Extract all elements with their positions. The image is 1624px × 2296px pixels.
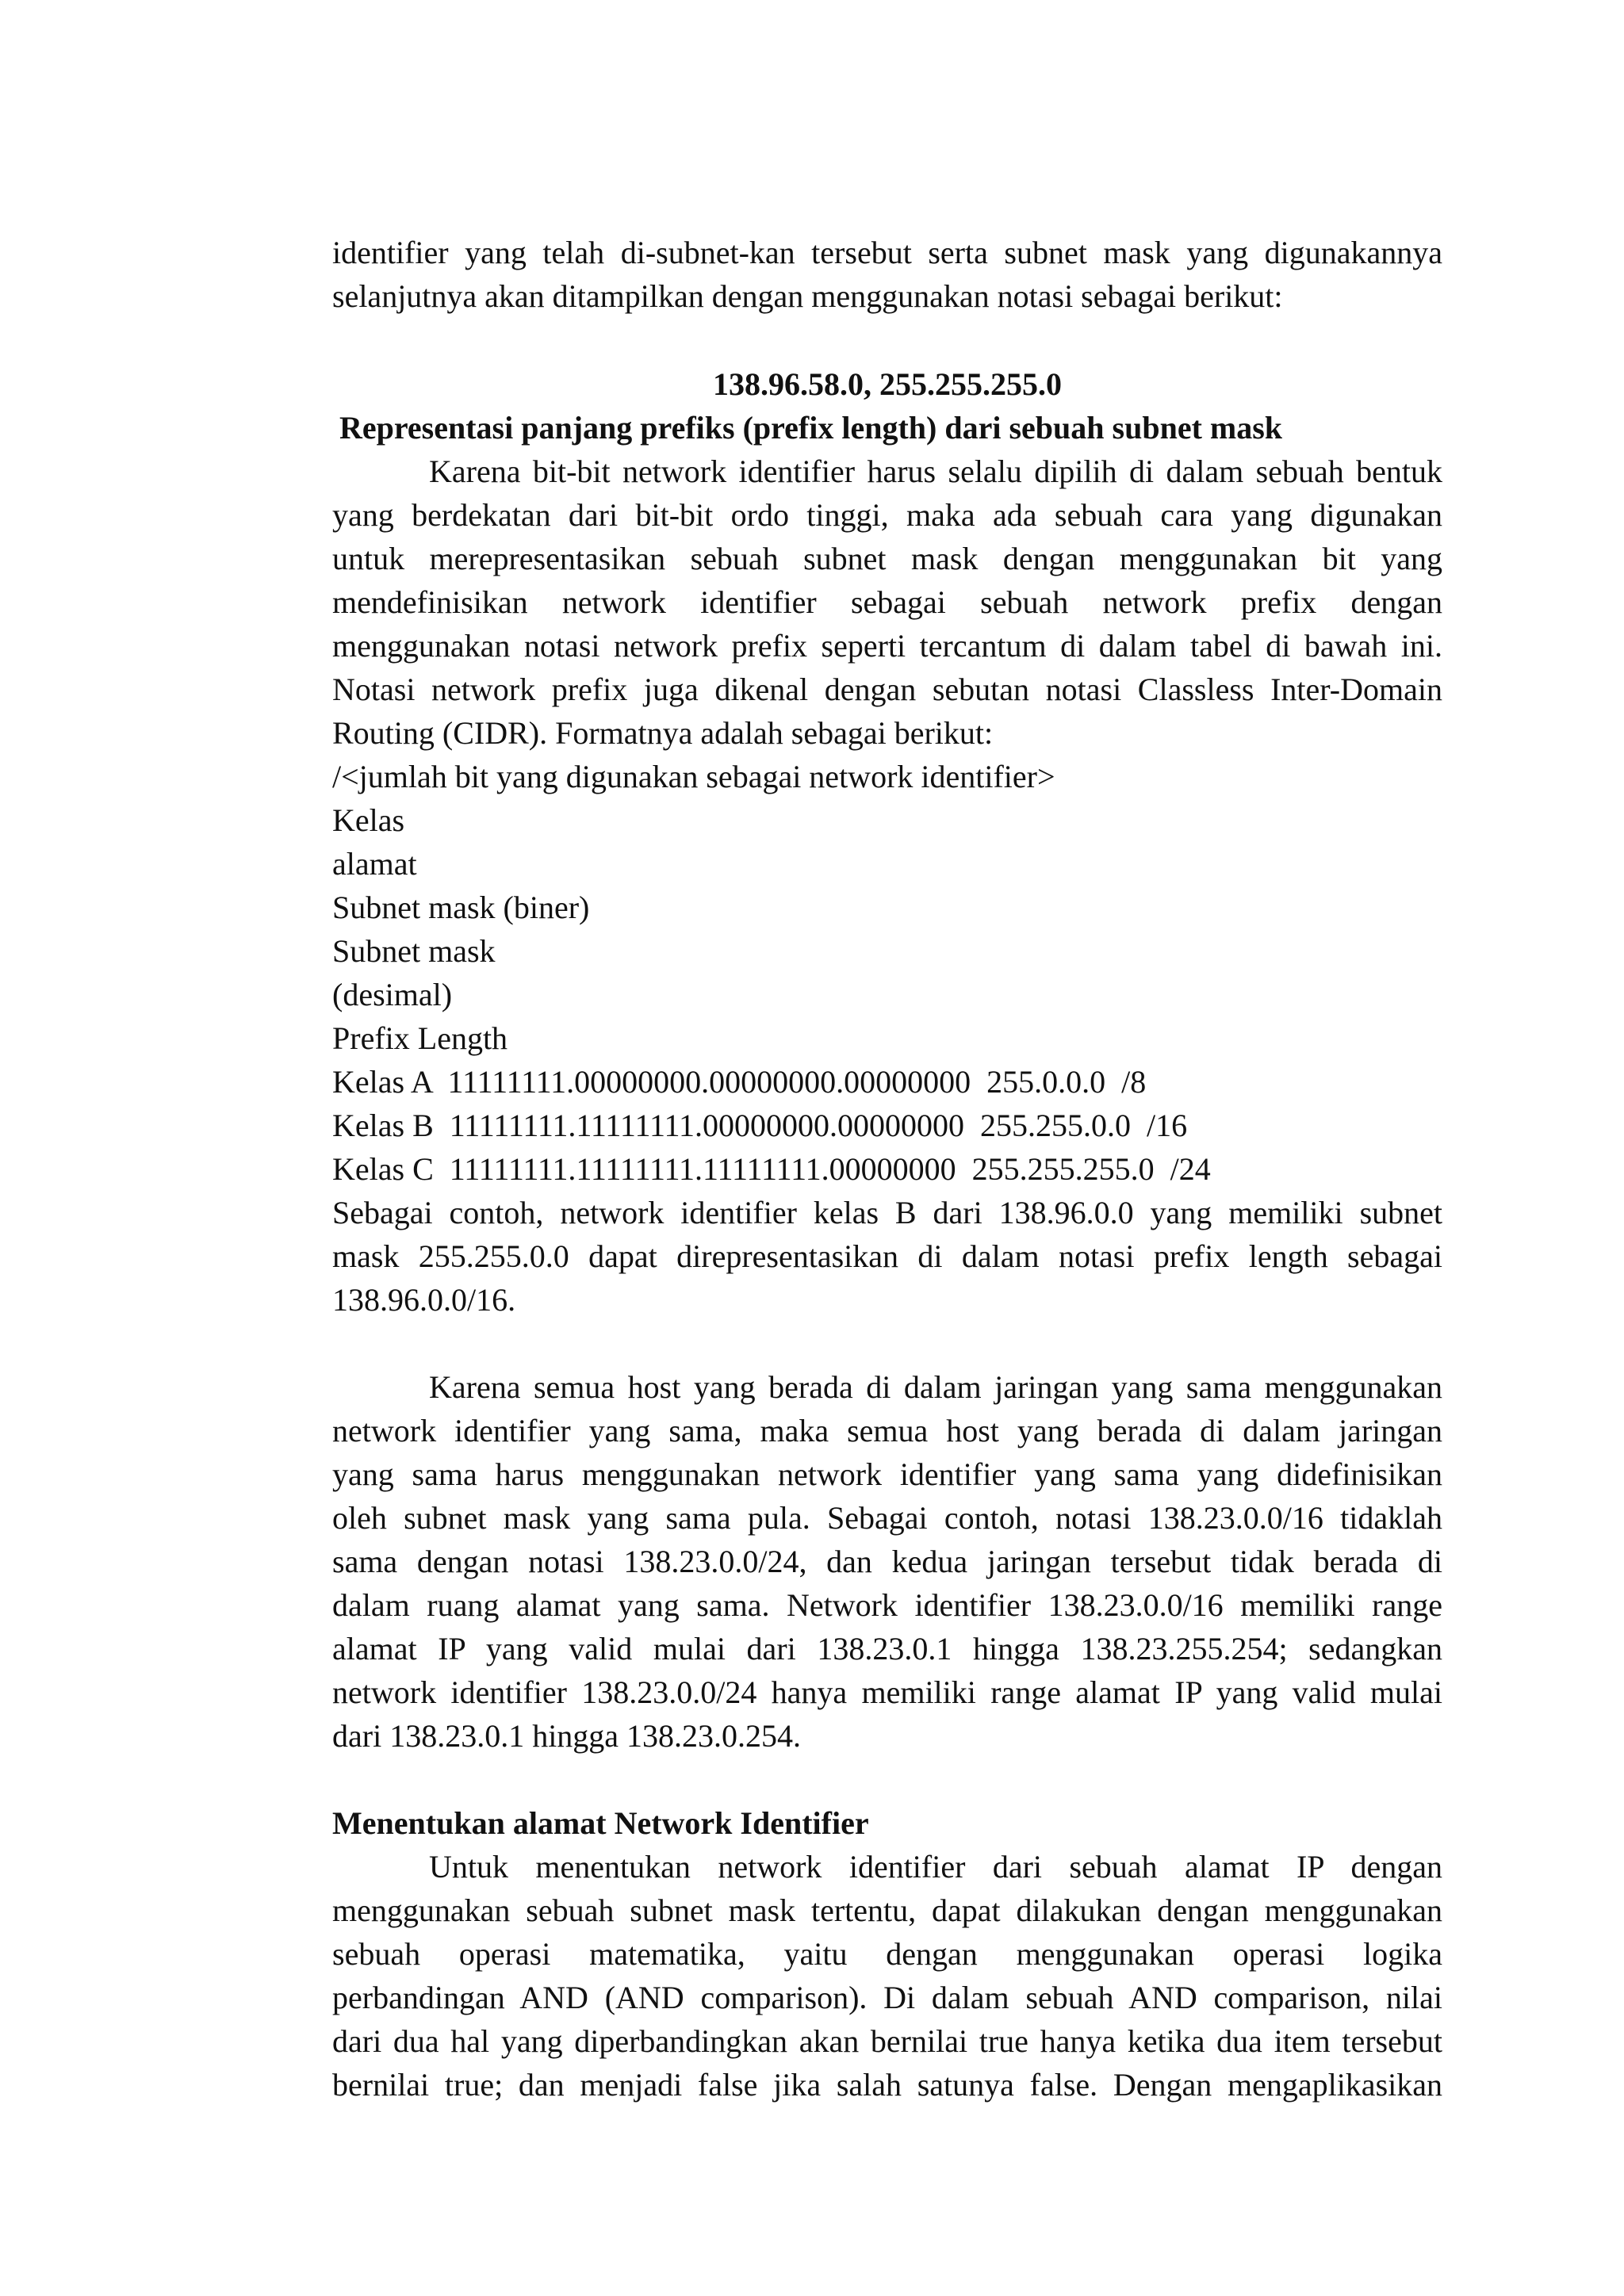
paragraph-4-line-2: network identifier yang sama, maka semua host yang berada di dalam jaringan bbox=[332, 1413, 1442, 1448]
paragraph-2-line-5: menggunakan notasi network prefix seperti tercantum di dalam tabel di bawah ini. bbox=[332, 628, 1442, 664]
paragraph-4-line-4: oleh subnet mask yang sama pula. Sebagai contoh, notasi 138.23.0.0/16 tidaklah bbox=[332, 1500, 1442, 1536]
paragraph-3-line-3: 138.96.0.0/16. bbox=[332, 1282, 516, 1318]
table-header-alamat: alamat bbox=[332, 846, 417, 882]
paragraph-1-line-1: identifier yang telah di-subnet-kan tersebut serta subnet mask yang digunakannya bbox=[332, 235, 1442, 270]
paragraph-4-line-5: sama dengan notasi 138.23.0.0/24, dan kedua jaringan tersebut tidak berada di bbox=[332, 1544, 1442, 1579]
table-row bbox=[332, 1104, 1187, 1147]
table-cell-kelas: Kelas C bbox=[332, 1151, 434, 1187]
table-cell-kelas: Kelas B bbox=[332, 1108, 434, 1143]
table-cell-prefix: /8 bbox=[1121, 1064, 1147, 1100]
table-cell-desimal: 255.255.0.0 bbox=[979, 1108, 1131, 1143]
paragraph-2-line-1: Karena bit-bit network identifier harus selalu dipilih di dalam sebuah bentuk bbox=[429, 453, 1442, 489]
table-header-prefix-length: Prefix Length bbox=[332, 1020, 508, 1056]
paragraph-5-line-6: bernilai true; dan menjadi false jika salah satunya false. Dengan mengaplikasikan bbox=[332, 2067, 1442, 2103]
paragraph-5-line-4: perbandingan AND (AND comparison). Di dalam sebuah AND comparison, nilai bbox=[332, 1980, 1442, 2015]
table-cell-desimal: 255.0.0.0 bbox=[986, 1064, 1106, 1100]
table-cell-biner: 11111111.00000000.00000000.00000000 bbox=[447, 1064, 971, 1100]
paragraph-2-line-6: Notasi network prefix juga dikenal dengan sebutan notasi Classless Inter-Domain bbox=[332, 672, 1442, 707]
heading-prefix-length: Representasi panjang prefiks (prefix length) dari sebuah subnet mask bbox=[339, 410, 1283, 446]
notation-example: 138.96.58.0, 255.255.255.0 bbox=[713, 366, 1062, 402]
format-line: /<jumlah bit yang digunakan sebagai network identifier> bbox=[332, 759, 1055, 794]
table-cell-biner: 11111111.11111111.00000000.00000000 bbox=[449, 1108, 964, 1143]
paragraph-5-line-5: dari dua hal yang diperbandingkan akan bernilai true hanya ketika dua item tersebut bbox=[332, 2023, 1442, 2059]
heading-network-identifier: Menentukan alamat Network Identifier bbox=[332, 1805, 869, 1841]
paragraph-2-line-7: Routing (CIDR). Formatnya adalah sebagai berikut: bbox=[332, 715, 994, 751]
paragraph-2-line-2: yang berdekatan dari bit-bit ordo tinggi, maka ada sebuah cara yang digunakan bbox=[332, 497, 1442, 533]
table-row bbox=[332, 1060, 1146, 1104]
paragraph-3-line-1: Sebagai contoh, network identifier kelas B dari 138.96.0.0 yang memiliki subnet bbox=[332, 1195, 1442, 1230]
paragraph-4-line-9: dari 138.23.0.1 hingga 138.23.0.254. bbox=[332, 1718, 802, 1754]
paragraph-4-line-8: network identifier 138.23.0.0/24 hanya memiliki range alamat IP yang valid mulai bbox=[332, 1674, 1442, 1710]
table-header-subnet-mask: Subnet mask bbox=[332, 933, 496, 969]
table-cell-prefix: /24 bbox=[1170, 1151, 1211, 1187]
paragraph-5-line-2: menggunakan sebuah subnet mask tertentu, dapat dilakukan dengan menggunakan bbox=[332, 1892, 1442, 1928]
paragraph-2-line-3: untuk merepresentasikan sebuah subnet mask dengan menggunakan bit yang bbox=[332, 541, 1442, 576]
table-header-kelas: Kelas bbox=[332, 802, 405, 838]
table-header-desimal: (desimal) bbox=[332, 977, 453, 1012]
paragraph-3-line-2: mask 255.255.0.0 dapat direpresentasikan di dalam notasi prefix length sebagai bbox=[332, 1238, 1442, 1274]
paragraph-1-line-2: selanjutnya akan ditampilkan dengan menggunakan notasi sebagai berikut: bbox=[332, 278, 1283, 314]
table-cell-desimal: 255.255.255.0 bbox=[971, 1151, 1155, 1187]
table-cell-kelas: Kelas A bbox=[332, 1064, 432, 1100]
paragraph-4-line-6: dalam ruang alamat yang sama. Network identifier 138.23.0.0/16 memiliki range bbox=[332, 1587, 1442, 1623]
paragraph-5-line-1: Untuk menentukan network identifier dari sebuah alamat IP dengan bbox=[429, 1849, 1442, 1885]
table-header-subnet-biner: Subnet mask (biner) bbox=[332, 890, 590, 925]
paragraph-4-line-1: Karena semua host yang berada di dalam jaringan yang sama menggunakan bbox=[429, 1369, 1442, 1405]
table-cell-prefix: /16 bbox=[1146, 1108, 1188, 1143]
table-row bbox=[332, 1147, 1211, 1191]
paragraph-4-line-7: alamat IP yang valid mulai dari 138.23.0.1 hingga 138.23.255.254; sedangkan bbox=[332, 1631, 1442, 1667]
paragraph-4-line-3: yang sama harus menggunakan network identifier yang sama yang didefinisikan bbox=[332, 1456, 1442, 1492]
paragraph-2-line-4: mendefinisikan network identifier sebagai sebuah network prefix dengan bbox=[332, 584, 1442, 620]
paragraph-5-line-3: sebuah operasi matematika, yaitu dengan menggunakan operasi logika bbox=[332, 1936, 1442, 1972]
table-cell-biner: 11111111.11111111.11111111.00000000 bbox=[449, 1151, 956, 1187]
